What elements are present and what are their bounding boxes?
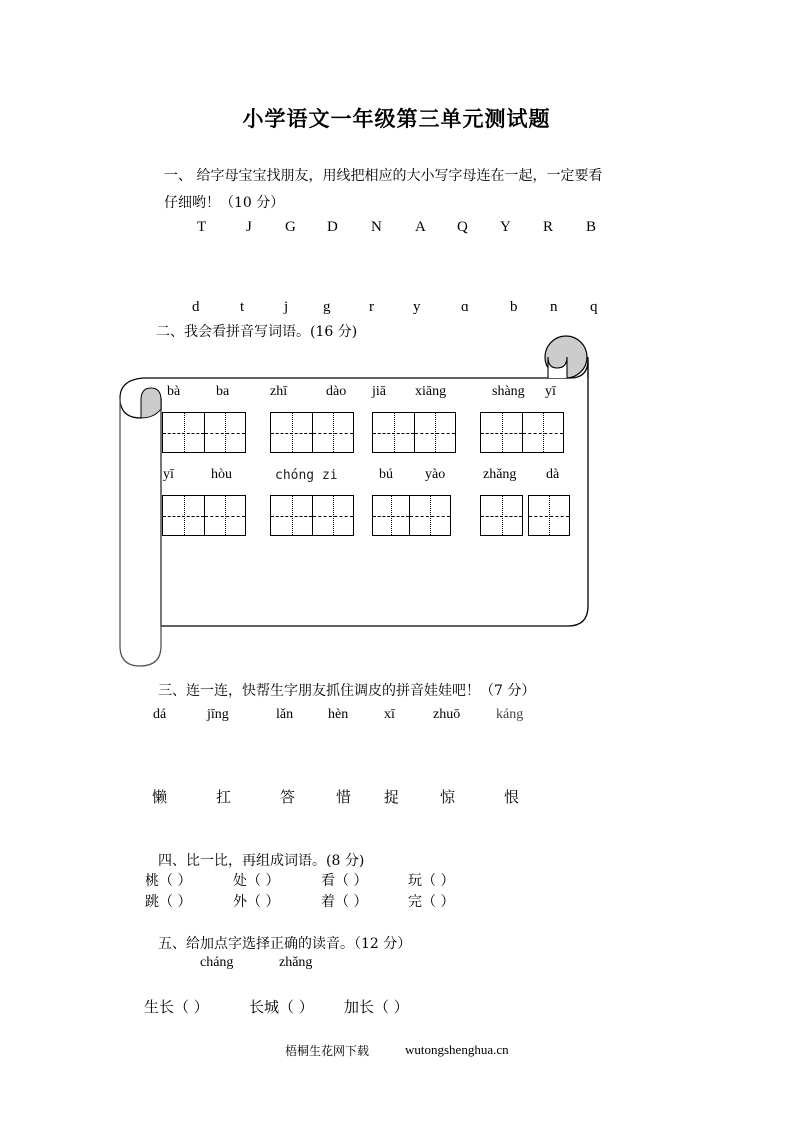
writing-grid-box[interactable] xyxy=(270,412,354,453)
pinyin-label: káng xyxy=(496,707,524,722)
word-blank[interactable]: 加长（ ） xyxy=(344,998,409,1016)
lowercase-letter: r xyxy=(369,299,374,315)
word-blank[interactable]: 处（ ） xyxy=(233,873,280,889)
lowercase-letter: d xyxy=(192,299,200,315)
character-label: 扛 xyxy=(216,788,232,806)
word-blank[interactable]: 玩（ ） xyxy=(408,873,455,889)
writing-grid-box[interactable] xyxy=(480,495,523,536)
pinyin-option: cháng xyxy=(200,955,234,970)
writing-grid-box[interactable] xyxy=(372,495,451,536)
pinyin-label: xī xyxy=(384,707,395,722)
lowercase-letter: ɑ xyxy=(461,299,469,315)
section3-heading: 三、连一连，快帮生字朋友抓住调皮的拼音娃娃吧！（7 分） xyxy=(158,683,536,699)
word-blank[interactable]: 跳（ ） xyxy=(145,894,192,910)
pinyin-label: jīng xyxy=(207,707,229,722)
word-blank[interactable]: 长城（ ） xyxy=(249,998,314,1016)
lowercase-letter: g xyxy=(323,299,331,315)
writing-grid-box[interactable] xyxy=(270,495,354,536)
lowercase-letter: n xyxy=(550,299,558,315)
section1-heading-line1: 一、 给字母宝宝找朋友，用线把相应的大小写字母连在一起，一定要看 xyxy=(164,168,603,184)
uppercase-letter: R xyxy=(543,219,554,235)
character-label: 捉 xyxy=(384,788,400,806)
character-label: 懒 xyxy=(152,788,168,806)
uppercase-letter: N xyxy=(371,219,382,235)
pinyin-label: jiā xyxy=(372,384,386,399)
writing-grid-box[interactable] xyxy=(372,412,456,453)
pinyin-label: zhuō xyxy=(433,707,461,722)
word-blank[interactable]: 桃（ ） xyxy=(145,873,192,889)
section4-heading: 四、比一比，再组成词语。(8 分) xyxy=(158,853,365,869)
pinyin-label: yào xyxy=(425,467,446,482)
writing-grid-box[interactable] xyxy=(162,412,246,453)
footer-url[interactable]: wutongshenghua.cn xyxy=(405,1042,509,1057)
pinyin-label: lǎn xyxy=(276,707,294,722)
pinyin-label: yī xyxy=(163,467,174,482)
pinyin-label: dào xyxy=(326,384,347,399)
lowercase-letter: y xyxy=(413,299,421,315)
character-label: 惊 xyxy=(440,788,456,806)
pinyin-label: hòu xyxy=(211,467,232,482)
footer-site-name: 梧桐生花网下载 xyxy=(285,1044,370,1058)
writing-grid-box[interactable] xyxy=(480,412,564,453)
uppercase-letter: Y xyxy=(500,219,511,235)
word-blank[interactable]: 着（ ） xyxy=(321,894,368,910)
pinyin-label: shàng xyxy=(492,384,525,399)
word-blank[interactable]: 完（ ） xyxy=(408,894,455,910)
writing-grid-box[interactable] xyxy=(162,495,246,536)
pinyin-option: zhǎng xyxy=(279,955,313,970)
pinyin-label: hèn xyxy=(328,707,349,722)
lowercase-letter: q xyxy=(590,299,598,315)
uppercase-letter: G xyxy=(285,219,296,235)
uppercase-letter: B xyxy=(586,219,597,235)
pinyin-label: zhī xyxy=(270,384,288,399)
pinyin-label: dá xyxy=(153,707,167,722)
pinyin-label: chóng zi xyxy=(275,468,338,483)
character-label: 答 xyxy=(280,788,296,806)
character-label: 惜 xyxy=(336,788,352,806)
pinyin-label: bà xyxy=(167,384,181,399)
pinyin-label: ba xyxy=(216,384,230,399)
pinyin-label: yī xyxy=(545,384,556,399)
section5-heading: 五、给加点字选择正确的读音。（12 分） xyxy=(158,936,412,952)
uppercase-letter: A xyxy=(415,219,426,235)
section2-heading: 二、我会看拼音写词语。(16 分) xyxy=(156,324,358,340)
writing-grid-box[interactable] xyxy=(528,495,570,536)
lowercase-letter: j xyxy=(284,299,289,315)
lowercase-letter: t xyxy=(240,299,245,315)
uppercase-letter: T xyxy=(197,219,207,235)
page-title: 小学语文一年级第三单元测试题 xyxy=(242,107,551,131)
section1-heading-line2: 仔细哟！（10 分） xyxy=(164,195,285,211)
pinyin-label: dà xyxy=(546,467,560,482)
pinyin-label: zhǎng xyxy=(483,467,517,482)
pinyin-label: xiāng xyxy=(415,384,447,399)
uppercase-letter: J xyxy=(246,219,252,235)
character-label: 恨 xyxy=(504,788,520,806)
uppercase-letter: Q xyxy=(457,219,468,235)
lowercase-letter: b xyxy=(510,299,518,315)
word-blank[interactable]: 生长（ ） xyxy=(144,998,209,1016)
pinyin-label: bú xyxy=(379,467,393,482)
word-blank[interactable]: 看（ ） xyxy=(321,873,368,889)
word-blank[interactable]: 外（ ） xyxy=(233,894,280,910)
uppercase-letter: D xyxy=(327,219,338,235)
